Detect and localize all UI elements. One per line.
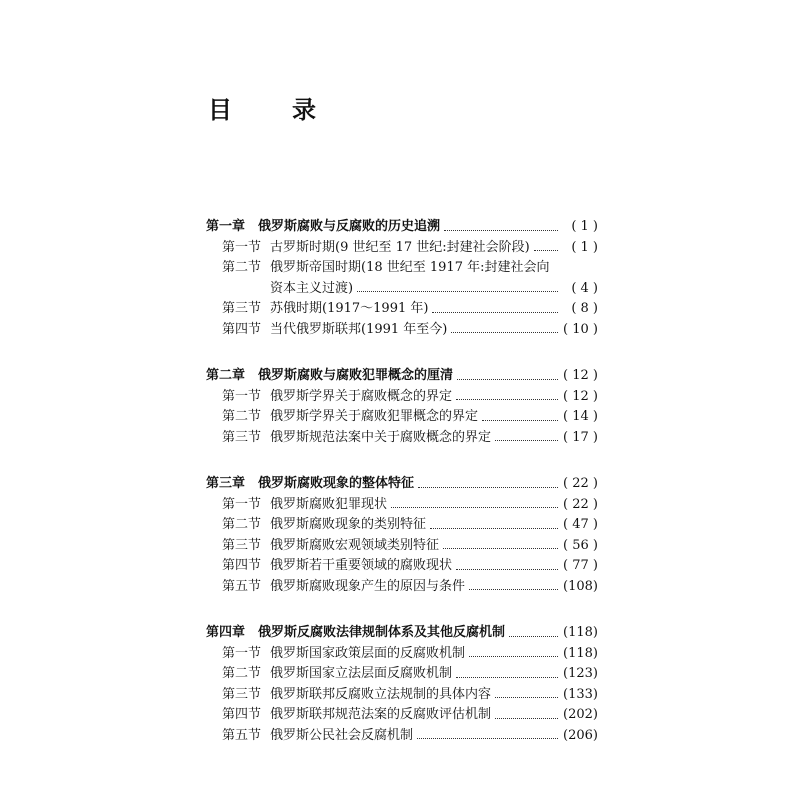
page-number: ( 22 ) — [563, 476, 598, 491]
page-title: 目 录 — [208, 95, 334, 124]
section-label: 第一节 — [222, 239, 262, 255]
page-number: ( 1 ) — [571, 239, 598, 255]
chapter-3 — [206, 474, 598, 597]
section-label: 第三节 — [222, 301, 262, 316]
page-number: ( 1 ) — [571, 219, 598, 234]
section-label: 第一节 — [222, 645, 262, 661]
section-entry — [206, 577, 598, 598]
dot-leader — [456, 399, 558, 400]
section-entry — [206, 664, 598, 685]
chapter-entry — [206, 474, 598, 495]
page-number: (118) — [563, 625, 598, 640]
section-label: 第四节 — [222, 321, 262, 337]
chapter-1 — [206, 217, 598, 340]
section-entry — [206, 556, 598, 577]
chapter-2 — [206, 366, 598, 448]
section-entry — [206, 238, 598, 259]
section-label: 第五节 — [222, 727, 262, 743]
section-title: 俄罗斯国家政策层面的反腐败机制 — [270, 645, 466, 661]
chapter-label: 第二章 — [206, 368, 246, 383]
page-number: ( 8 ) — [571, 301, 598, 316]
dot-leader — [534, 250, 558, 251]
chapter-entry — [206, 623, 598, 644]
chapter-label: 第三章 — [206, 476, 246, 491]
page-number: (202) — [563, 707, 598, 722]
page-number: (108) — [563, 578, 598, 594]
dot-leader — [432, 312, 558, 313]
section-label: 第二节 — [222, 260, 262, 275]
dot-leader — [482, 420, 558, 421]
dot-leader — [444, 230, 558, 231]
section-entry — [206, 299, 598, 320]
section-entry — [206, 644, 598, 665]
section-label: 第三节 — [222, 537, 262, 553]
section-title: 俄罗斯联邦反腐败立法规制的具体内容 — [270, 686, 492, 702]
section-label: 第二节 — [222, 517, 262, 532]
chapter-title: 俄罗斯腐败现象的整体特征 — [258, 476, 415, 491]
chapter-entry — [206, 366, 598, 387]
section-entry — [206, 428, 598, 449]
dot-leader — [469, 656, 558, 657]
section-label: 第四节 — [222, 558, 262, 573]
dot-leader — [443, 548, 558, 549]
page-number: ( 12 ) — [563, 388, 598, 404]
section-title: 俄罗斯腐败现象产生的原因与条件 — [270, 578, 466, 594]
section-label: 第三节 — [222, 429, 262, 445]
section-entry — [206, 320, 598, 341]
page-number: ( 22 ) — [563, 496, 598, 512]
section-title: 俄罗斯腐败宏观领域类别特征 — [270, 537, 440, 553]
dot-leader — [456, 569, 558, 570]
page-number: (118) — [563, 645, 598, 661]
page-number: (206) — [563, 727, 598, 743]
page-number: (133) — [563, 686, 598, 702]
section-entry — [206, 536, 598, 557]
dot-leader — [451, 332, 558, 333]
chapter-title: 俄罗斯腐败与腐败犯罪概念的厘清 — [258, 368, 454, 383]
dot-leader — [495, 440, 558, 441]
dot-leader — [495, 697, 558, 698]
dot-leader — [469, 589, 558, 590]
section-title: 俄罗斯腐败犯罪现状 — [270, 496, 388, 512]
page-number: ( 56 ) — [563, 537, 598, 553]
dot-leader — [457, 379, 558, 380]
page-number: ( 17 ) — [563, 429, 598, 445]
section-title: 俄罗斯学界关于腐败犯罪概念的界定 — [270, 409, 479, 424]
section-entry-continued — [206, 279, 598, 300]
dot-leader — [509, 636, 558, 637]
section-title: 俄罗斯联邦规范法案的反腐败评估机制 — [270, 707, 492, 722]
page-number: ( 4 ) — [571, 280, 598, 296]
dot-leader — [357, 291, 558, 292]
section-label: 第四节 — [222, 707, 262, 722]
section-title: 当代俄罗斯联邦(1991 年至今) — [270, 321, 448, 337]
section-entry — [206, 495, 598, 516]
section-label: 第一节 — [222, 496, 262, 512]
section-entry — [206, 705, 598, 726]
section-title: 俄罗斯规范法案中关于腐败概念的界定 — [270, 429, 492, 445]
page-number: ( 10 ) — [563, 321, 598, 337]
section-label: 第五节 — [222, 578, 262, 594]
chapter-title: 俄罗斯腐败与反腐败的历史追溯 — [258, 219, 441, 234]
page-number: ( 47 ) — [563, 517, 598, 532]
chapter-title: 俄罗斯反腐败法律规制体系及其他反腐机制 — [258, 625, 506, 640]
chapter-entry — [206, 217, 598, 238]
section-title: 俄罗斯帝国时期(18 世纪至 1917 年:封建社会向 — [270, 260, 550, 275]
dot-leader — [495, 718, 558, 719]
dot-leader — [418, 487, 558, 488]
page-number: ( 14 ) — [563, 409, 598, 424]
dot-leader — [430, 528, 558, 529]
section-entry — [206, 726, 598, 747]
dot-leader — [456, 677, 558, 678]
page-number: ( 12 ) — [563, 368, 598, 383]
page-number: ( 77 ) — [563, 558, 598, 573]
chapter-4 — [206, 623, 598, 746]
chapter-label: 第四章 — [206, 625, 246, 640]
section-label: 第三节 — [222, 686, 262, 702]
section-label: 第一节 — [222, 388, 262, 404]
page-number: (123) — [563, 666, 598, 681]
section-label: 第二节 — [222, 666, 262, 681]
section-title: 苏俄时期(1917～1991 年) — [270, 301, 429, 316]
dot-leader — [417, 738, 558, 739]
section-entry — [206, 685, 598, 706]
section-entry — [206, 258, 598, 279]
dot-leader — [391, 507, 558, 508]
section-entry — [206, 387, 598, 408]
section-title: 古罗斯时期(9 世纪至 17 世纪:封建社会阶段) — [270, 239, 530, 255]
section-title-continued: 资本主义过渡) — [270, 280, 354, 296]
section-label: 第二节 — [222, 409, 262, 424]
section-title: 俄罗斯国家立法层面反腐败机制 — [270, 666, 453, 681]
table-of-contents — [206, 217, 598, 772]
section-title: 俄罗斯学界关于腐败概念的界定 — [270, 388, 453, 404]
section-entry — [206, 407, 598, 428]
section-entry — [206, 515, 598, 536]
section-title: 俄罗斯公民社会反腐机制 — [270, 727, 414, 743]
section-title: 俄罗斯若干重要领域的腐败现状 — [270, 558, 453, 573]
section-title: 俄罗斯腐败现象的类别特征 — [270, 517, 427, 532]
chapter-label: 第一章 — [206, 219, 246, 234]
